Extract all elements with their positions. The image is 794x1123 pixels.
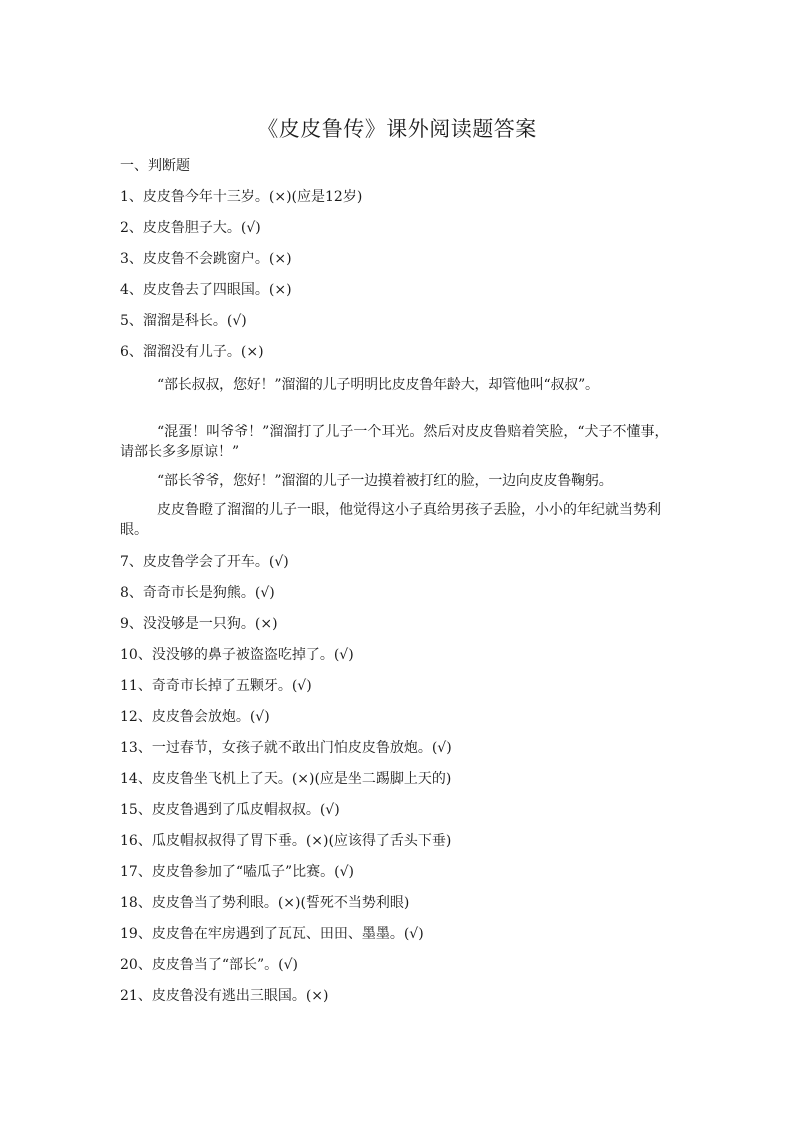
question-item: 18、皮皮鲁当了势利眼。(×)(誓死不当势利眼): [120, 895, 410, 911]
section-heading: 一、判断题: [120, 158, 190, 174]
question-item: 2、皮皮鲁胆子大。(√): [120, 220, 261, 236]
question-item: 9、没没够是一只狗。(×): [120, 616, 278, 632]
question-item: 11、奇奇市长掉了五颗牙。(√): [120, 678, 312, 694]
story-paragraph: “混蛋！叫爷爷！”溜溜打了儿子一个耳光。然后对皮皮鲁赔着笑脸，“犬子不懂事，请部长多多原谅！”: [120, 424, 669, 460]
document-title: 《皮皮鲁传》课外阅读题答案: [257, 117, 537, 141]
question-item: 7、皮皮鲁学会了开车。(√): [120, 554, 289, 570]
question-item: 6、溜溜没有儿子。(×): [120, 344, 264, 360]
question-item: 19、皮皮鲁在牢房遇到了瓦瓦、田田、墨墨。(√): [120, 926, 424, 942]
story-paragraph: 皮皮鲁瞪了溜溜的儿子一眼，他觉得这小子真给男孩子丢脸，小小的年纪就当势利眼。: [120, 502, 661, 538]
question-item: 8、奇奇市长是狗熊。(√): [120, 585, 275, 601]
story-paragraph: “部长叔叔，您好！”溜溜的儿子明明比皮皮鲁年龄大，却管他叫“叔叔”。: [157, 377, 599, 393]
question-item: 15、皮皮鲁遇到了瓜皮帽叔叔。(√): [120, 802, 340, 818]
question-item: 3、皮皮鲁不会跳窗户。(×): [120, 251, 292, 267]
document-body: [120, 156, 680, 1017]
question-item: 13、一过春节，女孩子就不敢出门怕皮皮鲁放炮。(√): [120, 740, 452, 756]
question-item: 4、皮皮鲁去了四眼国。(×): [120, 282, 292, 298]
question-item: 14、皮皮鲁坐飞机上了天。(×)(应是坐二踢脚上天的): [120, 771, 452, 787]
question-item: 5、溜溜是科长。(√): [120, 313, 247, 329]
story-paragraph: “部长爷爷，您好！”溜溜的儿子一边摸着被打红的脸，一边向皮皮鲁鞠躬。: [157, 473, 613, 489]
question-item: 20、皮皮鲁当了“部长”。(√): [120, 957, 298, 973]
question-item: 12、皮皮鲁会放炮。(√): [120, 709, 270, 725]
question-item: 1、皮皮鲁今年十三岁。(×)(应是12岁): [120, 189, 363, 205]
question-item: 17、皮皮鲁参加了“嗑瓜子”比赛。(√): [120, 864, 354, 880]
question-item: 21、皮皮鲁没有逃出三眼国。(×): [120, 988, 329, 1004]
question-item: 16、瓜皮帽叔叔得了胃下垂。(×)(应该得了舌头下垂): [120, 833, 452, 849]
question-item: 10、没没够的鼻子被盗盗吃掉了。(√): [120, 647, 354, 663]
